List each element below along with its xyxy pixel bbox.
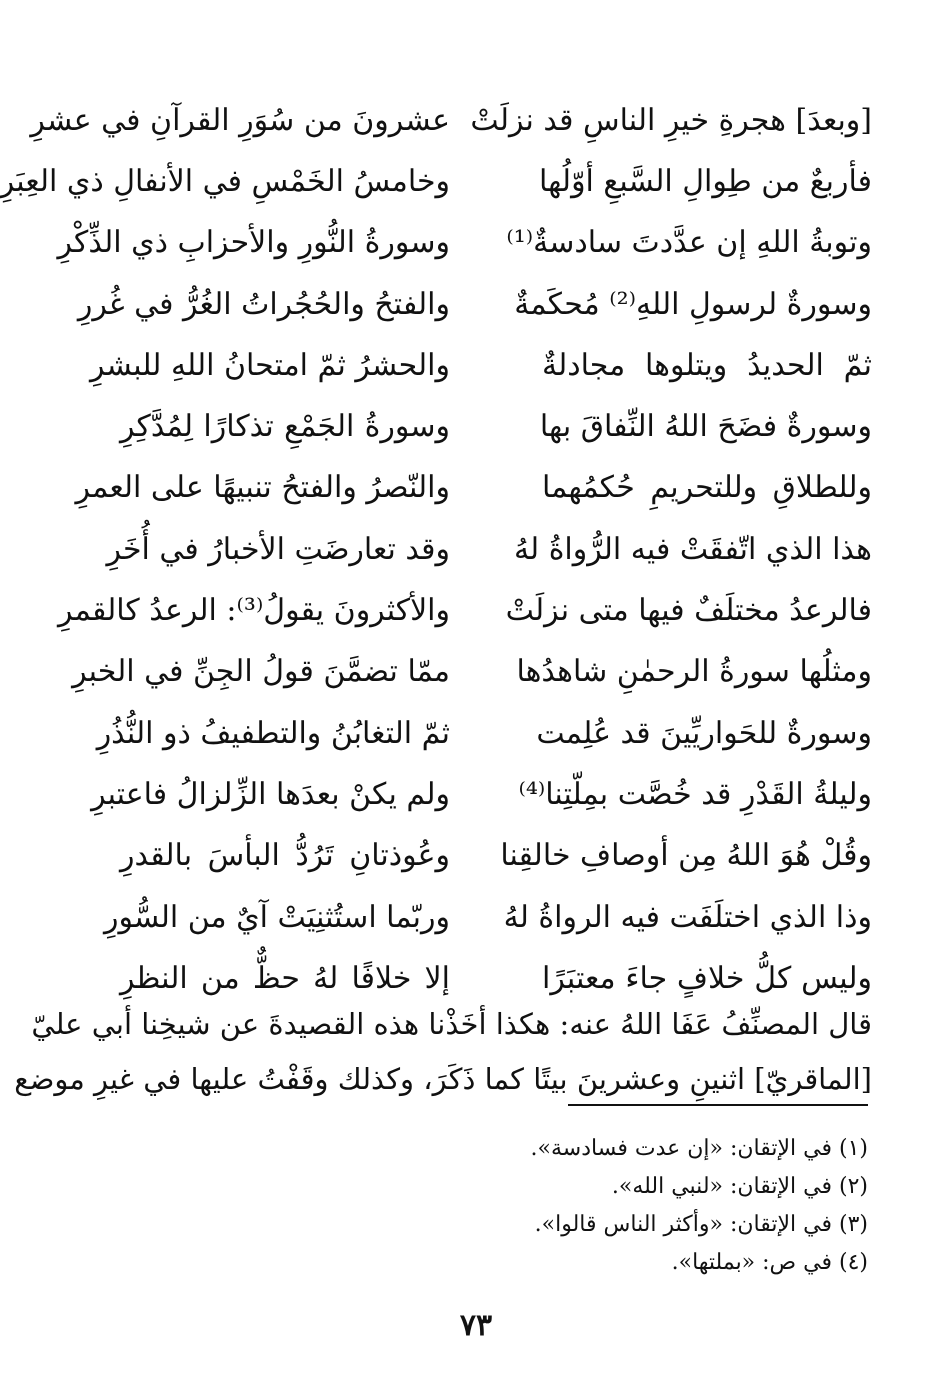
verse-1-second-hemistich: عشرونَ من سُوَرِ القرآنِ في عشرِ — [30, 102, 450, 138]
verse-5-first-hemistich: ثمّ الحديدُ ويتلوها مجادلةٌ — [542, 347, 872, 383]
verse-7-second-hemistich: والنّصرُ والفتحُ تنبيهًا على العمرِ — [75, 470, 450, 506]
poem-verse-11 — [96, 703, 872, 764]
prose-line-2: [الماقريّ] اثنينِ وعشرينَ بيتًا كما ذَكَرَ، وكذلك وقَفْتُ عليها في غيرِ موضع — [14, 1062, 872, 1096]
verse-13-first-hemistich: وقُلْ هُوَ اللهُ مِن أوصافِ خالقِنا — [500, 838, 872, 874]
poem-verse-7 — [75, 458, 872, 519]
verse-10-second-hemistich: ممّا تضمَّنَ قولُ الجِنِّ في الخبرِ — [72, 654, 450, 690]
poem-verse-1 — [30, 90, 872, 151]
poem-verse-3 — [57, 213, 872, 274]
verse-6-first-hemistich: وسورةٌ فضَحَ اللهُ النِّفاقَ بها — [539, 409, 872, 445]
verse-4-second-hemistich: والفتحُ والحُجُراتُ الغُرُّ في غُررِ — [77, 286, 450, 322]
verse-8-first-hemistich: هذا الذي اتّفقَتْ فيه الرُّواةُ لهُ — [513, 531, 872, 567]
verse-4-first-hemistich: وسورةٌ لرسولِ اللهِ⁽²⁾ مُحكَمةٌ — [514, 286, 872, 322]
poem-verse-2 — [0, 151, 872, 212]
poem-verse-6 — [120, 396, 872, 457]
poem-verse-10 — [72, 642, 872, 703]
poem-verse-8 — [106, 519, 872, 580]
verse-12-second-hemistich: ولم يكنْ بعدَها الزِّلزالُ فاعتبرِ — [91, 776, 450, 812]
verse-2-first-hemistich: فأربعٌ من طِوالِ السَّبعِ أوّلُها — [538, 163, 872, 199]
poem-verse-9 — [58, 580, 872, 641]
verse-2-second-hemistich: وخامسُ الخَمْسِ في الأنفالِ ذي العِبَرِ — [0, 163, 450, 199]
verse-3-first-hemistich: وتوبةُ اللهِ إن عدَّدتَ سادسةٌ⁽¹⁾ — [506, 225, 872, 261]
prose-paragraph — [14, 997, 872, 1107]
footnote-1: (١) في الإتقان: «إن عدت فسادسة». — [530, 1136, 868, 1161]
poem-verse-4 — [77, 274, 872, 335]
footnote-2: (٢) في الإتقان: «لنبي الله». — [611, 1174, 868, 1199]
verse-3-second-hemistich: وسورةُ النُّورِ والأحزابِ ذي الذِّكْرِ — [57, 225, 450, 261]
page-number: ٧٣ — [459, 1308, 493, 1343]
footnote-3: (٣) في الإتقان: «وأكثر الناس قالوا». — [534, 1212, 868, 1237]
poem-verse-12 — [91, 764, 872, 825]
verse-8-second-hemistich: وقد تعارضَتِ الأخبارُ في أُخَرِ — [106, 531, 450, 567]
verse-9-second-hemistich: والأكثرونَ يقولُ⁽³⁾: الرعدُ كالقمرِ — [58, 593, 450, 629]
poem-verse-13 — [120, 826, 872, 887]
verse-1-first-hemistich: [وبعدَ] هجرةِ خيرِ الناسِ قد نزلَتْ — [470, 102, 872, 138]
verse-11-second-hemistich: ثمّ التغابُنُ والتطفيفُ ذو النُّذُرِ — [96, 715, 450, 751]
verse-12-first-hemistich: وليلةُ القَدْرِ قد خُصَّت بمِلّتِنا⁽⁴⁾ — [518, 776, 872, 812]
prose-line-1: قال المصنِّفُ عَفَا اللهُ عنه: هكذا أخَذْنا هذه القصيدةَ عن شيخِنا أبي عليّ — [31, 1007, 872, 1041]
footnotes — [300, 1130, 868, 1282]
verse-9-first-hemistich: فالرعدُ مختلَفٌ فيها متى نزلَتْ — [505, 593, 872, 629]
verse-14-second-hemistich: وربّما استُثنِيَتْ آيٌ من السُّورِ — [103, 899, 450, 935]
verse-14-first-hemistich: وذا الذي اختلَفَت فيه الرواةُ لهُ — [503, 899, 872, 935]
footnote-4: (٤) في ص: «بملتها». — [671, 1250, 868, 1275]
verse-15-first-hemistich: وليس كلُّ خلافٍ جاءَ معتبَرًا — [542, 960, 872, 996]
verse-11-first-hemistich: وسورةٌ للحَواريِّينَ قد عُلِمت — [536, 715, 872, 751]
verse-10-first-hemistich: ومثلُها سورةُ الرحمٰنِ شاهدُها — [516, 654, 872, 690]
verse-13-second-hemistich: وعُوذتانِ تَرُدُّ البأسَ بالقدرِ — [120, 838, 450, 874]
poem-verse-14 — [103, 887, 872, 948]
verse-7-first-hemistich: وللطلاقِ وللتحريمِ حُكمُهما — [542, 470, 872, 506]
footnote-separator — [568, 1104, 868, 1106]
verse-6-second-hemistich: وسورةُ الجَمْعِ تذكارًا لِمُدَّكِرِ — [120, 409, 450, 445]
poem-verse-5 — [89, 335, 872, 396]
verse-5-second-hemistich: والحشرُ ثمّ امتحانُ اللهِ للبشرِ — [89, 347, 450, 383]
verse-15-second-hemistich: إلا خلافًا لهُ حظٌّ من النظرِ — [120, 960, 450, 996]
poem — [0, 90, 872, 1009]
